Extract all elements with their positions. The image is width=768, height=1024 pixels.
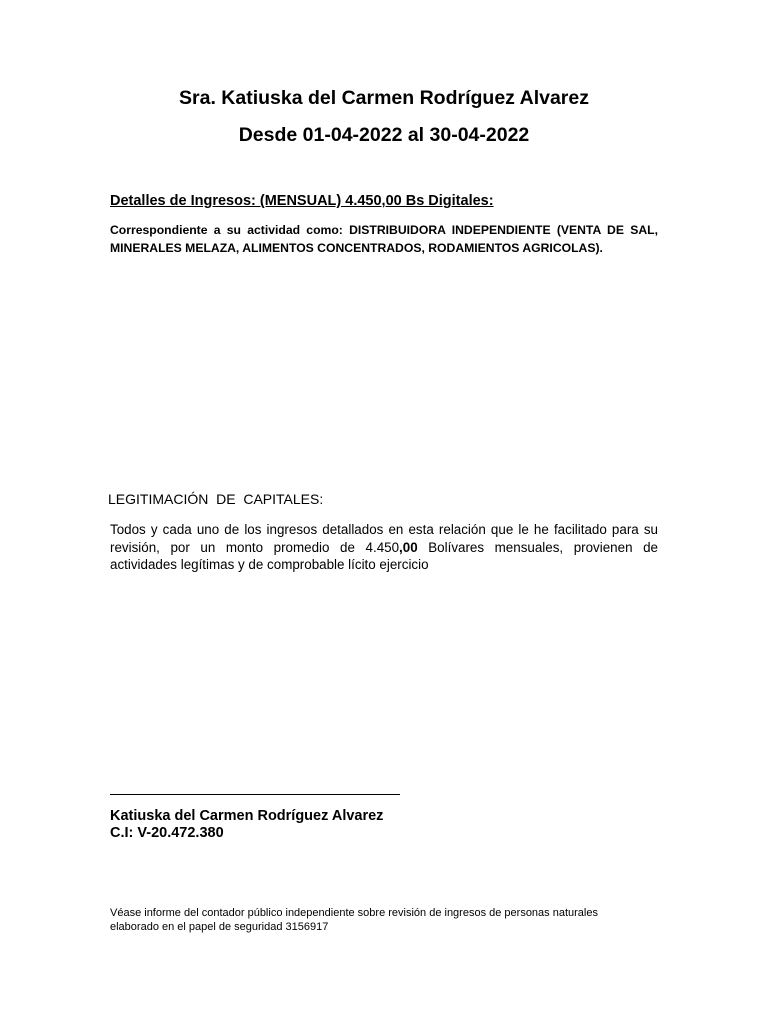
footnote-line-2: elaborado en el papel de seguridad 3156917 [110, 920, 329, 933]
document-title-period: Desde 01-04-2022 al 30-04-2022 [238, 124, 530, 146]
legitimation-paragraph [110, 521, 658, 574]
footnote-line-1: Véase informe del contador público independiente sobre revisión de ingresos de personas naturales [110, 907, 598, 919]
document-title-name: Sra. Katiuska del Carmen Rodríguez Alvarez [179, 87, 589, 109]
activity-description: Correspondiente a su actividad como: DISTRIBUIDORA INDEPENDIENTE (VENTA DE SAL, MINERALES MELAZA, ALIMENTOS CONCENTRADOS, RODAMIENTOS AGRICOLAS). [110, 223, 658, 255]
legitimation-text-end: Bolívares mensuales, provienen de actividades legítimas y de comprobable lícito ejercicio [110, 539, 658, 572]
signatory-id: C.I: V-20.472.380 [110, 825, 224, 841]
footnote [110, 907, 670, 934]
signature-line [110, 794, 400, 795]
legitimation-heading: LEGITIMACIÓN DE CAPITALES: [108, 491, 324, 507]
income-details-heading: Detalles de Ingresos: (MENSUAL) 4.450,00 Bs Digitales: [110, 193, 494, 209]
legitimation-text-start: Todos y cada uno de los ingresos detallados en esta relación que le he facilitado para su revisión, por un monto promedio de 4.450 [110, 522, 658, 555]
signatory-name: Katiuska del Carmen Rodríguez Alvarez [110, 808, 384, 824]
legitimation-amount-decimals: ,00 [399, 539, 418, 555]
